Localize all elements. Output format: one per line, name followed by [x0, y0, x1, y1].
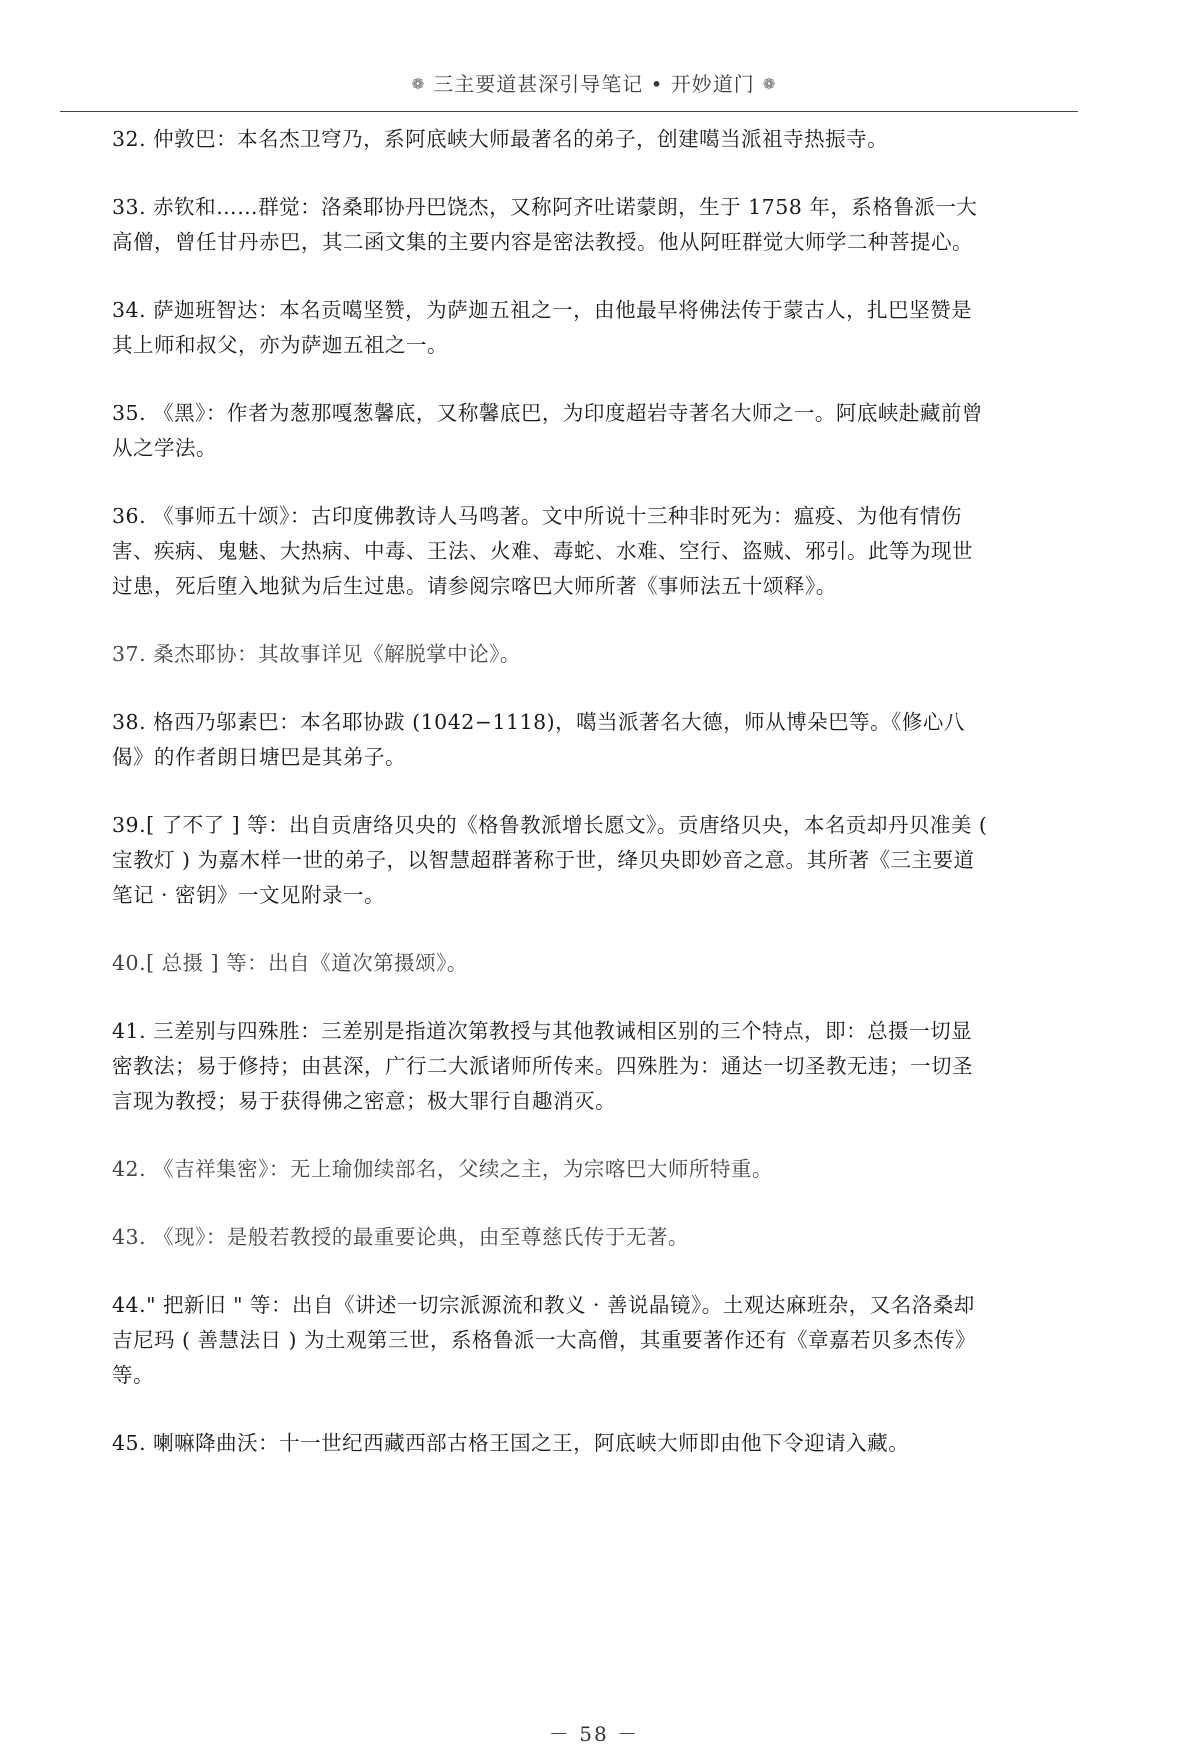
endnote-35: 35. 《黑》：作者为葱那嘎葱馨底，又称馨底巴，为印度超岩寺著名大师之一。阿底峡赴藏前曾从之学法。	[112, 401, 983, 460]
running-header-title: 三主要道甚深引导笔记 • 开妙道门	[433, 72, 755, 96]
endnote-44: 44." 把新旧 " 等：出自《讲述一切宗派源流和教义 · 善说晶镜》。土观达麻班杂，又名洛桑却吉尼玛 ( 善慧法日 ) 为土观第三世，系格鲁派一大高僧，其重要著作还有《章嘉若贝多杰传》等。	[112, 1293, 977, 1387]
endnote-45: 45. 喇嘛降曲沃：十一世纪西藏西部古格王国之王，阿底峡大师即由他下令迎请入藏。	[112, 1431, 910, 1455]
endnote-36: 36. 《事师五十颂》：古印度佛教诗人马鸣著。文中所说十三种非时死为：瘟疫、为他有情伤害、疾病、鬼魅、大热病、中毒、王法、火难、毒蛇、水难、空行、盗贼、邪引。此等为现世过患，死后堕入地狱为后生过患。请参阅宗喀巴大师所著《事师法五十颂释》。	[112, 504, 973, 598]
endnote-41: 41. 三差别与四殊胜：三差别是指道次第教授与其他教诫相区别的三个特点，即：总摄一切显密教法；易于修持；由甚深，广行二大派诸师所传来。四殊胜为：通达一切圣教无违；一切圣言现为教授；易于获得佛之密意；极大罪行自趣消灭。	[112, 1019, 973, 1113]
endnote-43: 43. 《现》：是般若教授的最重要论典，由至尊慈氏传于无著。	[112, 1225, 689, 1249]
endnote-39: 39.[ 了不了 ] 等：出自贡唐络贝央的《格鲁教派增长愿文》。贡唐络贝央，本名贡却丹贝准美 ( 宝教灯 ) 为嘉木样一世的弟子，以智慧超群著称于世，绛贝央即妙音之意。其所著《三主要道笔记 · 密钥》一文见附录一。	[112, 813, 988, 907]
page-number: － 58 －	[548, 1722, 640, 1746]
running-header	[0, 68, 1188, 97]
endnote-42: 42. 《吉祥集密》：无上瑜伽续部名，父续之主，为宗喀巴大师所特重。	[112, 1157, 773, 1181]
endnote-34: 34. 萨迦班智达：本名贡噶坚赞，为萨迦五祖之一，由他最早将佛法传于蒙古人，扎巴坚赞是其上师和叔父，亦为萨迦五祖之一。	[112, 298, 973, 357]
endnote-32: 32. 仲敦巴：本名杰卫穹乃，系阿底峡大师最著名的弟子，创建噶当派祖寺热振寺。	[112, 127, 889, 151]
endnote-33: 33. 赤钦和……群觉：洛桑耶协丹巴饶杰，又称阿齐吐诺蒙朗，生于 1758 年，系格鲁派一大高僧，曾任甘丹赤巴，其二函文集的主要内容是密法教授。他从阿旺群觉大师学二种菩提心。	[112, 195, 978, 254]
endnote-38: 38. 格西乃邬素巴：本名耶协跋 (1042−1118)，噶当派著名大德，师从博朵巴等。《修心八偈》的作者朗日塘巴是其弟子。	[112, 710, 965, 769]
right-ornament-icon: ❁	[762, 75, 777, 93]
left-ornament-icon: ❁	[411, 75, 426, 93]
endnote-40: 40.[ 总摄 ] 等：出自《道次第摄颂》。	[112, 951, 468, 975]
header-rule	[60, 111, 1078, 112]
endnote-37: 37. 桑杰耶协：其故事详见《解脱掌中论》。	[112, 642, 521, 666]
endnotes-list	[112, 122, 992, 1494]
